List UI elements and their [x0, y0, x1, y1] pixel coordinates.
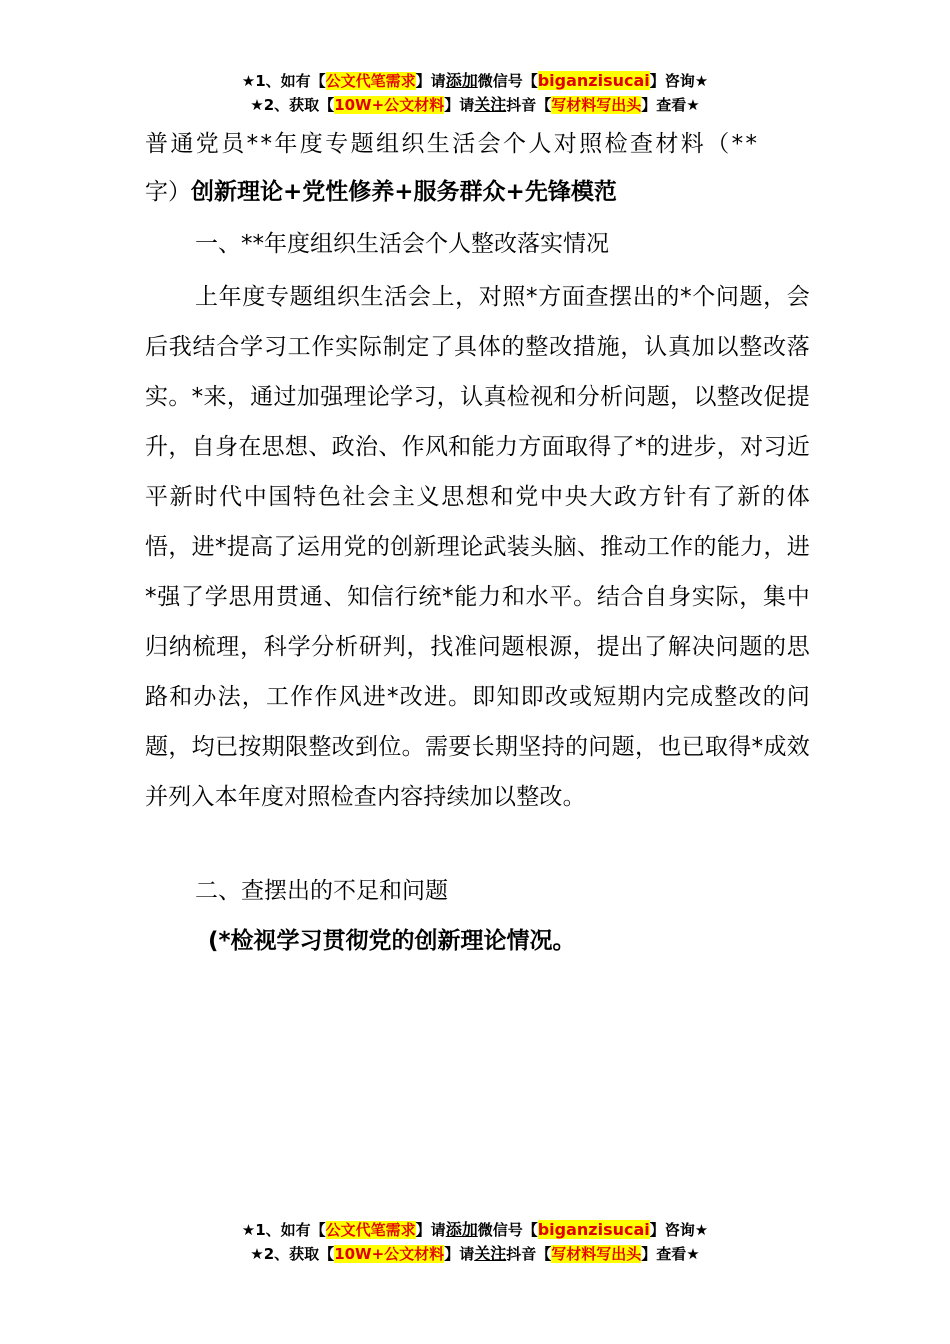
banner-highlight: biganzisucai — [537, 1220, 650, 1239]
banner-line-1 — [0, 69, 950, 93]
banner-text: 】请 — [415, 72, 446, 90]
banner-text: 】请 — [415, 1221, 446, 1239]
banner-text: ★1、如有【 — [241, 1221, 326, 1239]
banner-line-2 — [0, 93, 950, 117]
subsection-heading: (*检视学习贯彻党的创新理论情况。 — [208, 928, 576, 954]
banner-text: ★1、如有【 — [241, 72, 326, 90]
document-title-line-1: 普通党员**年度专题组织生活会个人对照检查材料（** — [145, 131, 760, 157]
banner-text: ★2、获取【 — [250, 96, 335, 114]
banner-text: 】咨询★ — [649, 1221, 709, 1239]
section-heading-1: 一、**年度组织生活会个人整改落实情况 — [195, 231, 609, 257]
banner-underlined: 关注 — [474, 95, 507, 114]
banner-line-1 — [0, 1218, 950, 1242]
banner-highlight: 写材料写出头 — [551, 1245, 642, 1263]
banner-text: 】查看★ — [641, 1245, 700, 1263]
banner-line-2 — [0, 1242, 950, 1266]
banner-text: 抖音【 — [506, 1245, 552, 1263]
banner-highlight: 10W+公文材料 — [334, 1245, 445, 1263]
document-title-line-2 — [145, 170, 810, 214]
banner-text: 】咨询★ — [649, 72, 709, 90]
banner-highlight: 公文代笔需求 — [325, 72, 416, 90]
title-bold: 创新理论+党性修养+服务群众+先锋模范 — [191, 179, 617, 205]
banner-text: 】请 — [444, 96, 475, 114]
banner-text: 微信号【 — [477, 1221, 538, 1239]
banner-underlined: 添加 — [445, 1220, 478, 1239]
section-heading-2: 二、查摆出的不足和问题 — [195, 878, 448, 904]
banner-underlined: 添加 — [445, 71, 478, 90]
title-prefix: 字） — [145, 179, 191, 205]
banner-text: ★2、获取【 — [250, 1245, 335, 1263]
header-banner — [0, 69, 950, 117]
banner-highlight: 10W+公文材料 — [334, 96, 445, 114]
banner-text: 】请 — [444, 1245, 475, 1263]
body-paragraph: 上年度专题组织生活会上，对照*方面查摆出的*个问题，会后我结合学习工作实际制定了具体的整改措施，认真加以整改落实。*来，通过加强理论学习，认真检视和分析问题，以整改促提升，自身在思想、政治、作风和能力方面取得了*的进步，对习近平新时代中国特色社会主义思想和党中央大政方针有了新的体悟，进*提高了运用党的创新理论武装头脑、推动工作的能力，进*强了学思用贯通、知信行统*能力和水平。结合自身实际，集中归纳梳理，科学分析研判，找准问题根源，提出了解决问题的思路和办法，工作作风进*改进。即知即改或短期内完成整改的问题，均已按期限整改到位。需要长期坚持的问题，也已取得*成效并列入本年度对照检查内容持续加以整改。 — [145, 284, 810, 810]
banner-highlight: 写材料写出头 — [551, 96, 642, 114]
banner-highlight: biganzisucai — [537, 71, 650, 90]
banner-text: 】查看★ — [641, 96, 700, 114]
banner-highlight: 公文代笔需求 — [325, 1221, 416, 1239]
banner-underlined: 关注 — [474, 1244, 507, 1263]
footer-banner — [0, 1218, 950, 1266]
banner-text: 微信号【 — [477, 72, 538, 90]
banner-text: 抖音【 — [506, 96, 552, 114]
